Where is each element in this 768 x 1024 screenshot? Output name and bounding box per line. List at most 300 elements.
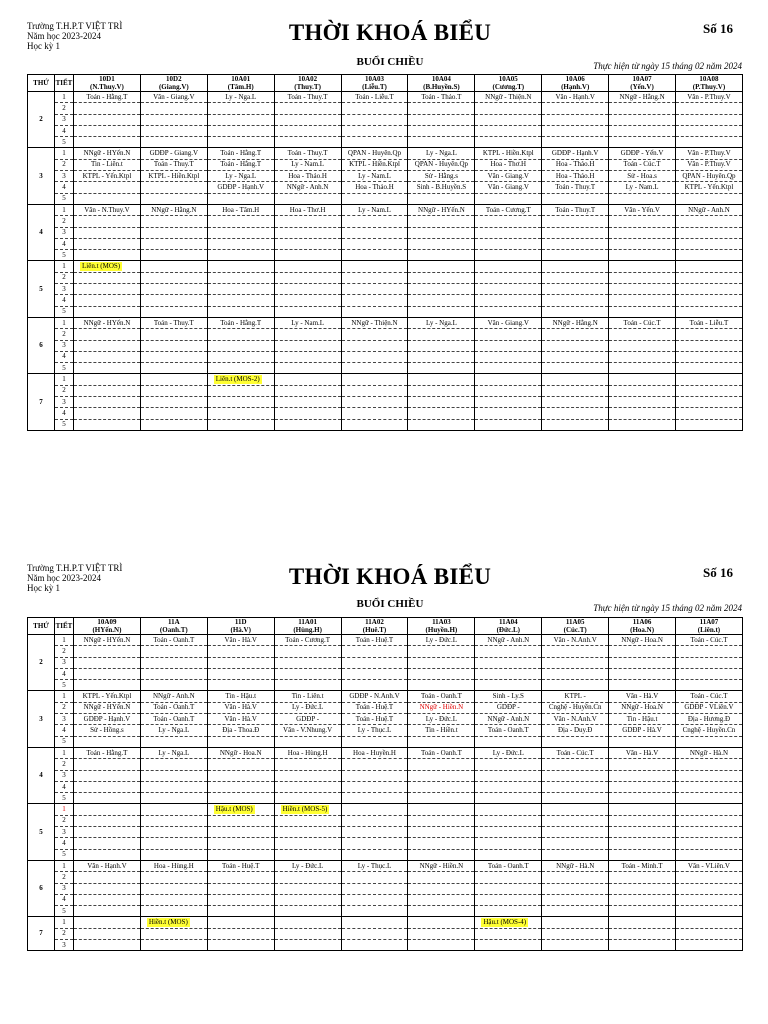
- schedule-cell: [341, 838, 408, 849]
- schedule-cell: [140, 408, 207, 419]
- table-row: [28, 635, 743, 646]
- schedule-cell: [408, 250, 475, 261]
- schedule-cell: Hoa - Tâm.H: [207, 204, 274, 215]
- table-row: [28, 306, 743, 317]
- schedule-cell: [475, 928, 542, 939]
- schedule-cell: [140, 216, 207, 227]
- class-name: 10A05: [498, 75, 518, 83]
- schedule-cell: [542, 646, 609, 657]
- period-number: 3: [55, 397, 74, 408]
- schedule-cell: KTPL - Yến.Ktpl: [74, 691, 141, 702]
- period-number: 4: [55, 408, 74, 419]
- class-name: 10A08: [699, 75, 719, 83]
- schedule-cell: Văn - Hà.V: [609, 691, 676, 702]
- schedule-cell: Tin - Liên.t: [74, 159, 141, 170]
- period-number: 2: [55, 159, 74, 170]
- schedule-cell: [207, 781, 274, 792]
- schedule-cell: [207, 397, 274, 408]
- class-column-header: [408, 618, 475, 635]
- schedule-cell: [341, 872, 408, 883]
- schedule-cell: Toán - Oanh.T: [140, 635, 207, 646]
- schedule-cell: [676, 759, 743, 770]
- table-row: [28, 397, 743, 408]
- schedule-cell: [408, 940, 475, 951]
- class-column-header: [207, 618, 274, 635]
- schedule-cell: [542, 227, 609, 238]
- schedule-cell: GDĐP - N.Anh.V: [341, 691, 408, 702]
- homeroom-teacher: (Cúc.T): [563, 626, 587, 634]
- schedule-cell: [274, 272, 341, 283]
- schedule-cell: [274, 363, 341, 374]
- schedule-cell: Ly - Nga.L: [408, 317, 475, 328]
- schedule-cell: NNgữ - Anh.N: [475, 714, 542, 725]
- schedule-cell: Hoa - Thơ.H: [475, 159, 542, 170]
- schedule-cell: Hoa - Huyền.H: [341, 747, 408, 758]
- schedule-cell: NNgữ - Hằng.N: [542, 317, 609, 328]
- schedule-cell: [609, 216, 676, 227]
- schedule-cell: Văn - Giang.V: [475, 182, 542, 193]
- schedule-cell: [341, 815, 408, 826]
- period-number: 5: [55, 793, 74, 804]
- schedule-cell: [207, 906, 274, 917]
- schedule-cell: [74, 103, 141, 114]
- effective-date: Thực hiện từ ngày 15 tháng 02 năm 2024: [593, 61, 742, 71]
- class-column-header: [207, 75, 274, 92]
- schedule-cell: [341, 759, 408, 770]
- school-name: Trường T.H.P.T VIỆT TRÌ: [27, 21, 123, 31]
- schedule-cell: [609, 928, 676, 939]
- schedule-cell: QPAN - Huyên.Qp: [676, 171, 743, 182]
- schedule-cell: [207, 193, 274, 204]
- schedule-cell: Toán - Oanh.T: [140, 714, 207, 725]
- schedule-cell: [207, 306, 274, 317]
- schedule-cell: [140, 793, 207, 804]
- schedule-cell: [408, 363, 475, 374]
- period-number: 2: [55, 928, 74, 939]
- schedule-cell: [676, 250, 743, 261]
- schedule-cell: [609, 408, 676, 419]
- schedule-cell: [207, 363, 274, 374]
- schedule-cell: [676, 917, 743, 928]
- schedule-cell: [676, 306, 743, 317]
- schedule-cell: [676, 849, 743, 860]
- schedule-cell: [475, 250, 542, 261]
- schedule-cell: [676, 385, 743, 396]
- schedule-cell: [74, 250, 141, 261]
- schedule-cell: [676, 397, 743, 408]
- schedule-cell: [74, 759, 141, 770]
- homeroom-teacher: (Hoa.N): [630, 626, 655, 634]
- schedule-cell: [542, 906, 609, 917]
- schedule-cell: Hoa - Thảo.H: [341, 182, 408, 193]
- class-column-header: [274, 75, 341, 92]
- schedule-cell: [74, 385, 141, 396]
- period-number: 5: [55, 363, 74, 374]
- schedule-cell: [609, 363, 676, 374]
- schedule-cell: [274, 827, 341, 838]
- period-number: 3: [55, 940, 74, 951]
- schedule-cell: [609, 227, 676, 238]
- schedule-cell: [207, 894, 274, 905]
- period-number: 4: [55, 781, 74, 792]
- schedule-cell: Tin - Hậu.t: [609, 714, 676, 725]
- homeroom-teacher: (Hạnh.V): [561, 83, 590, 91]
- homeroom-teacher: (Huyền.H): [425, 626, 458, 634]
- schedule-cell: [676, 940, 743, 951]
- session-label: BUỔI CHIỀU: [356, 598, 424, 610]
- period-number: 2: [55, 272, 74, 283]
- schedule-cell: [542, 295, 609, 306]
- schedule-cell: [341, 295, 408, 306]
- schedule-cell: [274, 917, 341, 928]
- schedule-cell: [274, 815, 341, 826]
- schedule-cell: [140, 646, 207, 657]
- schedule-cell: [408, 804, 475, 815]
- period-number: 3: [55, 883, 74, 894]
- schedule-cell: [341, 261, 408, 272]
- schedule-cell: [274, 306, 341, 317]
- schedule-cell: Toán - Liễu.T: [341, 92, 408, 103]
- schedule-cell: [542, 374, 609, 385]
- schedule-cell: [341, 657, 408, 668]
- schedule-cell: [609, 295, 676, 306]
- school-year: Năm học 2023-2024: [27, 573, 101, 583]
- schedule-cell: [408, 351, 475, 362]
- schedule-cell: Toán - Thảo.T: [408, 92, 475, 103]
- schedule-cell: [140, 883, 207, 894]
- schedule-cell: [475, 838, 542, 849]
- class-column-header: [609, 618, 676, 635]
- schedule-cell: [140, 329, 207, 340]
- schedule-cell: Toán - Huệ.T: [341, 702, 408, 713]
- schedule-cell: [542, 736, 609, 747]
- schedule-cell: [140, 363, 207, 374]
- table-row: [28, 668, 743, 679]
- schedule-cell: [475, 284, 542, 295]
- schedule-cell: Toán - Thuy.T: [542, 182, 609, 193]
- schedule-cell: [408, 917, 475, 928]
- schedule-cell: [475, 736, 542, 747]
- schedule-cell: [475, 408, 542, 419]
- schedule-cell: Văn - Hạnh.V: [542, 92, 609, 103]
- schedule-cell: [542, 770, 609, 781]
- schedule-cell: NNgữ - Hiền.N: [408, 702, 475, 713]
- schedule-cell: [207, 804, 274, 815]
- class-name: 10A03: [364, 75, 385, 83]
- schedule-cell: [274, 193, 341, 204]
- schedule-cell: [408, 284, 475, 295]
- schedule-cell: [274, 329, 341, 340]
- schedule-cell: KTPL -: [542, 691, 609, 702]
- schedule-cell: [408, 827, 475, 838]
- schedule-cell: [341, 646, 408, 657]
- document-number: Số 16: [703, 21, 733, 36]
- schedule-cell: Văn - N.Thuy.V: [74, 204, 141, 215]
- class-name: 10D1: [99, 75, 115, 83]
- schedule-cell: [609, 238, 676, 249]
- schedule-cell: [341, 928, 408, 939]
- table-row: [28, 295, 743, 306]
- schedule-cell: Văn - N.Anh.V: [542, 714, 609, 725]
- class-name: 11A07: [699, 618, 719, 626]
- schedule-cell: [74, 680, 141, 691]
- schedule-cell: [74, 295, 141, 306]
- schedule-cell: Văn - P.Thuy.V: [676, 148, 743, 159]
- schedule-cell: [207, 216, 274, 227]
- schedule-cell: [74, 815, 141, 826]
- schedule-cell: Toán - Oanh.T: [475, 725, 542, 736]
- schedule-cell: Hoa - Thảo.H: [274, 171, 341, 182]
- schedule-cell: [74, 182, 141, 193]
- schedule-cell: [341, 363, 408, 374]
- schedule-cell: [341, 793, 408, 804]
- schedule-cell: [207, 272, 274, 283]
- schedule-cell: Sinh - Ly.S: [475, 691, 542, 702]
- schedule-cell: [542, 928, 609, 939]
- schedule-cell: [207, 125, 274, 136]
- schedule-cell: [74, 216, 141, 227]
- schedule-cell: Toán - Cúc.T: [676, 635, 743, 646]
- schedule-cell: [74, 928, 141, 939]
- schedule-cell: [542, 827, 609, 838]
- schedule-cell: [475, 295, 542, 306]
- schedule-cell: Toán - Cương.T: [475, 204, 542, 215]
- schedule-cell: Cnghệ - Huyền.Cn: [676, 725, 743, 736]
- schedule-cell: [341, 736, 408, 747]
- class-name: 11A02: [365, 618, 384, 626]
- schedule-cell: [542, 125, 609, 136]
- period-number: 2: [55, 385, 74, 396]
- session-label: BUỔI CHIỀU: [356, 56, 424, 68]
- schedule-cell: GDĐP - Hà.V: [609, 725, 676, 736]
- schedule-cell: Ly - Đức.L: [408, 714, 475, 725]
- schedule-cell: [74, 306, 141, 317]
- schedule-cell: [341, 408, 408, 419]
- table-row: [28, 838, 743, 849]
- schedule-cell: [475, 680, 542, 691]
- schedule-cell: [475, 238, 542, 249]
- day-label: 2: [28, 92, 55, 148]
- table-row: [28, 317, 743, 328]
- schedule-cell: Địa - Duy.Đ: [542, 725, 609, 736]
- schedule-cell: [609, 340, 676, 351]
- schedule-cell: Sinh - B.Huyền.S: [408, 182, 475, 193]
- schedule-cell: [274, 894, 341, 905]
- schedule-cell: [74, 261, 141, 272]
- schedule-cell: [609, 103, 676, 114]
- schedule-cell: [341, 804, 408, 815]
- schedule-cell: [676, 329, 743, 340]
- schedule-cell: [274, 261, 341, 272]
- schedule-cell: NNgữ - Anh.N: [475, 635, 542, 646]
- schedule-cell: [609, 419, 676, 430]
- homeroom-teacher: (N.Thuy.V): [90, 83, 124, 91]
- schedule-cell: [676, 894, 743, 905]
- schedule-cell: [609, 137, 676, 148]
- schedule-cell: [274, 351, 341, 362]
- schedule-cell: [408, 657, 475, 668]
- schedule-cell: [475, 646, 542, 657]
- schedule-cell: [341, 284, 408, 295]
- schedule-cell: [274, 680, 341, 691]
- schedule-cell: [207, 759, 274, 770]
- schedule-cell: [274, 838, 341, 849]
- schedule-cell: [542, 883, 609, 894]
- homeroom-teacher: (Giang.V): [158, 83, 189, 91]
- schedule-cell: [274, 103, 341, 114]
- homeroom-teacher: (B.Huyền.S): [423, 83, 460, 91]
- schedule-cell: [207, 940, 274, 951]
- schedule-cell: GDĐP - Giang.V: [140, 148, 207, 159]
- schedule-cell: [542, 306, 609, 317]
- schedule-cell: NNgữ - Hiền.N: [408, 860, 475, 871]
- schedule-cell: Văn - N.Anh.V: [542, 635, 609, 646]
- class-name: 11A01: [298, 618, 317, 626]
- schedule-cell: [609, 261, 676, 272]
- schedule-cell: [408, 793, 475, 804]
- schedule-cell: [207, 849, 274, 860]
- period-number: 5: [55, 736, 74, 747]
- table-row: [28, 103, 743, 114]
- schedule-cell: Văn - Giang.V: [475, 171, 542, 182]
- class-column-header: [341, 75, 408, 92]
- schedule-cell: [676, 408, 743, 419]
- schedule-cell: NNgữ - Hằng.N: [609, 92, 676, 103]
- period-number: 5: [55, 849, 74, 860]
- schedule-cell: [676, 872, 743, 883]
- schedule-cell: Văn - Hà.V: [207, 714, 274, 725]
- schedule-cell: Ly - Nam.L: [274, 317, 341, 328]
- schedule-cell: [542, 238, 609, 249]
- schedule-cell: [609, 193, 676, 204]
- period-number: 4: [55, 182, 74, 193]
- table-row: [28, 374, 743, 385]
- school-info: [27, 563, 122, 593]
- schedule-cell: [408, 125, 475, 136]
- schedule-cell: [609, 385, 676, 396]
- schedule-cell: [274, 770, 341, 781]
- schedule-cell: [475, 849, 542, 860]
- highlighted-entry: Hậu.t (MOS-4): [483, 918, 527, 927]
- schedule-cell: [140, 284, 207, 295]
- homeroom-teacher: (Đức.L): [496, 626, 521, 634]
- schedule-cell: [408, 114, 475, 125]
- schedule-cell: [609, 284, 676, 295]
- schedule-cell: [74, 906, 141, 917]
- table-row: [28, 261, 743, 272]
- class-column-header: [475, 75, 542, 92]
- schedule-cell: [408, 781, 475, 792]
- schedule-cell: Ly - Nga.L: [207, 171, 274, 182]
- schedule-cell: [408, 272, 475, 283]
- schedule-cell: [408, 928, 475, 939]
- schedule-cell: [74, 827, 141, 838]
- schedule-cell: [274, 872, 341, 883]
- schedule-cell: [341, 227, 408, 238]
- class-name: 10A01: [231, 75, 251, 83]
- schedule-cell: [676, 680, 743, 691]
- schedule-cell: [341, 374, 408, 385]
- schedule-cell: Toán - Oanh.T: [408, 691, 475, 702]
- table-row: [28, 272, 743, 283]
- schedule-cell: [274, 646, 341, 657]
- schedule-cell: Tin - Liên.t: [274, 691, 341, 702]
- table-row: [28, 182, 743, 193]
- schedule-cell: Toán - Thuy.T: [140, 317, 207, 328]
- schedule-cell: [140, 759, 207, 770]
- schedule-cell: [408, 193, 475, 204]
- schedule-cell: Ly - Thục.L: [341, 860, 408, 871]
- schedule-cell: [274, 668, 341, 679]
- schedule-cell: [408, 261, 475, 272]
- class-column-header: [542, 75, 609, 92]
- schedule-cell: [341, 680, 408, 691]
- schedule-cell: [542, 838, 609, 849]
- table-row: [28, 906, 743, 917]
- period-number: 1: [55, 635, 74, 646]
- schedule-cell: [609, 125, 676, 136]
- schedule-cell: Toán - Minh.T: [609, 860, 676, 871]
- schedule-cell: [676, 363, 743, 374]
- period-number: 4: [55, 894, 74, 905]
- schedule-cell: [274, 385, 341, 396]
- period-number: 4: [55, 668, 74, 679]
- schedule-cell: [475, 419, 542, 430]
- period-number: 1: [55, 691, 74, 702]
- period-number: 3: [55, 657, 74, 668]
- schedule-cell: [341, 114, 408, 125]
- schedule-cell: [140, 872, 207, 883]
- schedule-cell: [207, 374, 274, 385]
- schedule-cell: [74, 872, 141, 883]
- schedule-cell: [74, 284, 141, 295]
- day-label: 6: [28, 860, 55, 916]
- schedule-cell: [140, 238, 207, 249]
- schedule-cell: [207, 351, 274, 362]
- document-number: Số 16: [703, 565, 733, 580]
- schedule-cell: KTPL - Hiền.Ktpl: [140, 171, 207, 182]
- class-column-header: [140, 75, 207, 92]
- table-row: [28, 114, 743, 125]
- schedule-cell: Địa - Hương.Đ: [676, 714, 743, 725]
- schedule-cell: [475, 125, 542, 136]
- schedule-cell: [475, 917, 542, 928]
- schedule-cell: [140, 917, 207, 928]
- schedule-cell: Ly - Thục.L: [341, 725, 408, 736]
- homeroom-teacher: (HYến.N): [92, 626, 122, 634]
- schedule-cell: [676, 340, 743, 351]
- period-number: 1: [55, 317, 74, 328]
- class-column-header: [140, 618, 207, 635]
- schedule-cell: [609, 883, 676, 894]
- schedule-cell: Toán - Oanh.T: [140, 702, 207, 713]
- highlighted-entry: Hậu.t (MOS): [215, 805, 253, 814]
- schedule-cell: [140, 815, 207, 826]
- schedule-cell: [341, 340, 408, 351]
- schedule-cell: [542, 849, 609, 860]
- schedule-cell: [140, 351, 207, 362]
- schedule-cell: [542, 340, 609, 351]
- column-header-day: THỨ: [28, 618, 55, 635]
- schedule-cell: [74, 894, 141, 905]
- period-number: 1: [55, 148, 74, 159]
- schedule-cell: [140, 906, 207, 917]
- table-row: [28, 351, 743, 362]
- homeroom-teacher: (Cương.T): [492, 83, 525, 91]
- schedule-cell: [408, 408, 475, 419]
- schedule-cell: [341, 272, 408, 283]
- schedule-cell: [475, 872, 542, 883]
